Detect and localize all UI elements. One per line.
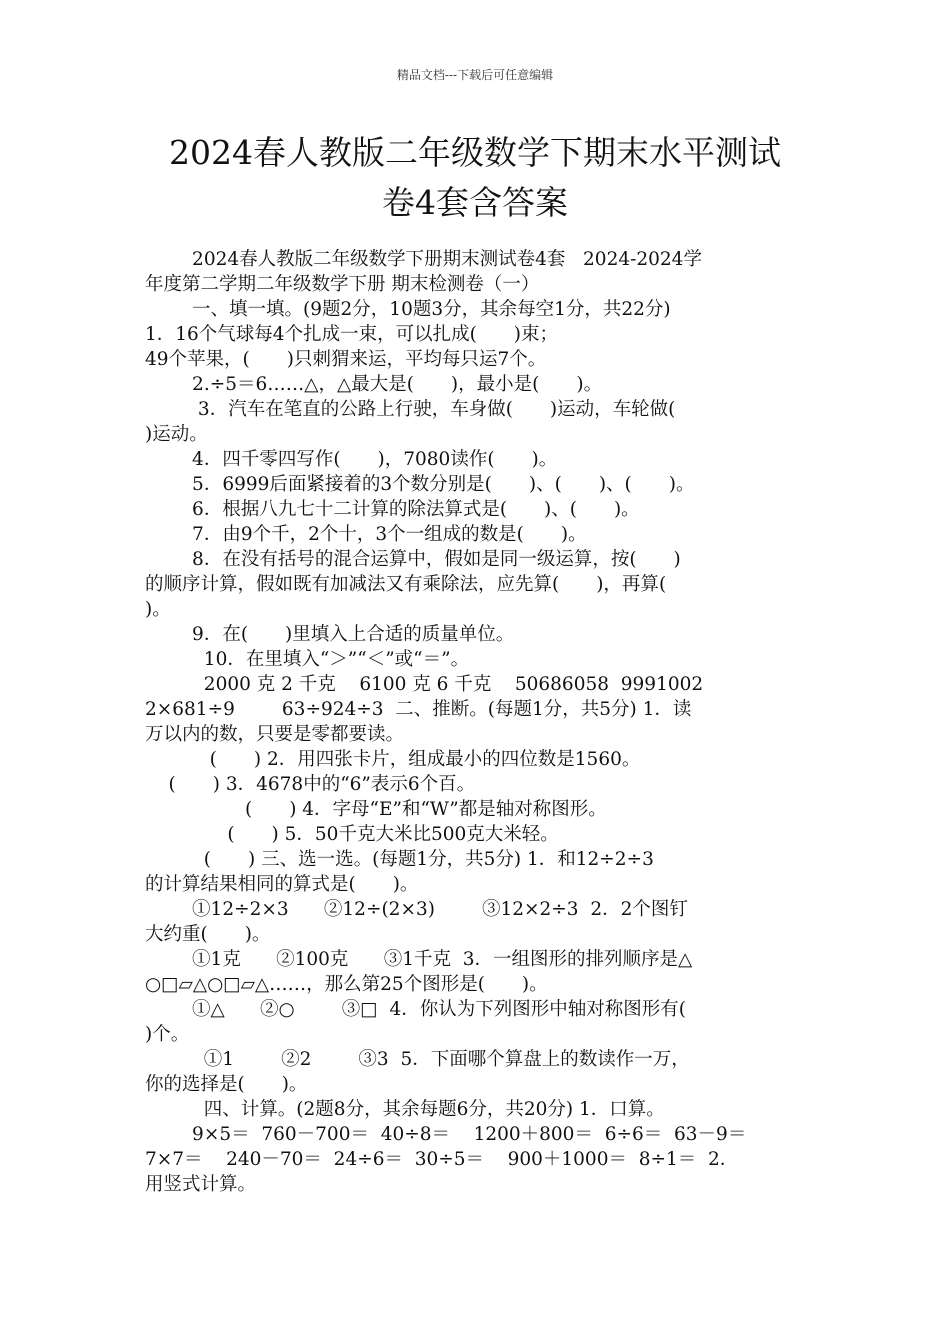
question-line: ( ) 5．50千克大米比500克大米轻。 [145,824,559,845]
question-line: ①1克 ②100克 ③1千克 3．一组图形的排列顺序是△ [145,949,693,970]
question-line: 9×5＝ 760－700＝ 40÷8＝ 1200＋800＝ 6÷6＝ 63－9＝ [145,1124,747,1145]
question-line: ( ) 4．字母“E”和“W”都是轴对称图形。 [145,799,607,820]
question-line: 4．四千零四写作( )，7080读作( )。 [145,449,558,470]
question-line: 2.÷5＝6……△，△最大是( )，最小是( )。 [145,374,603,395]
question-line: 9．在( )里填入上合适的质量单位。 [145,624,515,645]
question-line: ①△ ②○ ③□ 4．你认为下列图形中轴对称图形有( [145,999,686,1020]
question-line: ①1 ②2 ③3 5．下面哪个算盘上的数读作一万， [145,1049,690,1070]
question-line: 用竖式计算。 [145,1174,257,1195]
question-line: 2×681÷9 63÷924÷3 二、推断。(每题1分，共5分) 1．读 [145,699,692,720]
question-line: 7．由9个千，2个十，3个一组成的数是( )。 [145,524,587,545]
header-note: 精品文档---下载后可任意编辑 [396,68,554,82]
body-line: 2024春人教版二年级数学下册期末测试卷4套 2024-2024学 [145,249,702,270]
question-line: 四、计算。(2题8分，其余每题6分，共20分) 1．口算。 [145,1099,665,1120]
section-heading-calc: 你的选择是( )。 [145,1074,308,1095]
question-line: 万以内的数，只要是零都要读。 [145,724,405,745]
question-line: 7×7＝ 240－70＝ 24÷6＝ 30÷5＝ 900＋1000＝ 8÷1＝ 2． [145,1149,739,1170]
question-line: 的计算结果相同的算式是( )。 [145,874,419,895]
document-title-line-1: 2024春人教版二年级数学下期末水平测试 [169,133,781,172]
question-line: )运动。 [145,424,208,445]
question-line: )。 [145,599,171,620]
question-line: ( ) 3．4678中的“6”表示6个百。 [145,774,476,795]
section-heading-fill: 一、填一填。(9题2分，10题3分，其余每空1分，共22分) [145,299,671,320]
question-line: 1．16个气球每4个扎成一束，可以扎成( )束； [145,324,559,345]
question-line: 大约重( )。 [145,924,271,945]
question-line: ( ) 三、选一选。(每题1分，共5分) 1．和12÷2÷3 [145,849,654,870]
question-line: ( ) 2．用四张卡片，组成最小的四位数是1560。 [145,749,641,770]
question-line: 3．汽车在笔直的公路上行驶，车身做( )运动，车轮做( [145,399,676,420]
question-line: ○□▱△○□▱△……，那么第25个图形是( )。 [145,974,548,995]
question-line: 的顺序计算，假如既有加减法又有乘除法，应先算( )，再算( [145,574,667,595]
question-line: 10．在里填入“＞”“＜”或“＝”。 [145,649,470,670]
body-line: 年度第二学期二年级数学下册 期末检测卷（一） [145,274,540,295]
question-line: 2000 克 2 千克 6100 克 6 千克 50686058 9991002 [145,674,704,695]
question-line: ①12÷2×3 ②12÷(2×3) ③12×2÷3 2．2个图钉 [145,899,688,920]
question-line: 6．根据八九七十二计算的除法算式是( )、( )。 [145,499,640,520]
question-line: 49个苹果，( )只刺猬来运，平均每只运7个。 [145,349,547,370]
document-title-line-2: 卷4套含答案 [382,183,568,222]
question-line: 5．6999后面紧接着的3个数分别是( )、( )、( )。 [145,474,695,495]
question-line: )个。 [145,1024,190,1045]
question-line: 8．在没有括号的混合运算中，假如是同一级运算，按( ) [145,549,681,570]
